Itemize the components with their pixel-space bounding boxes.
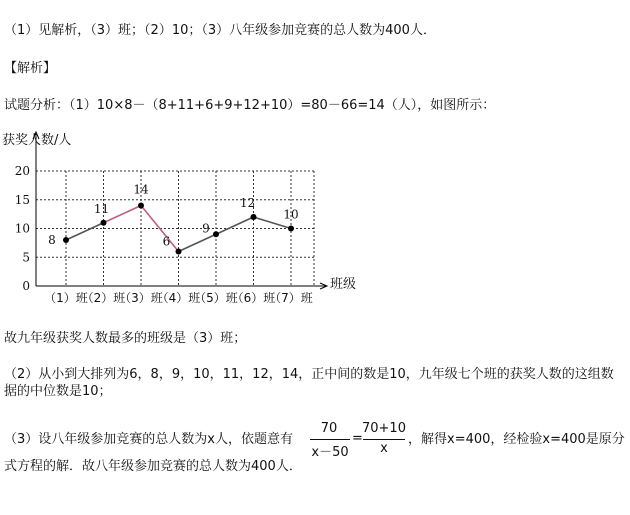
equals-sign: = xyxy=(352,431,363,446)
data-label: 12 xyxy=(239,196,256,210)
part2-line-2: 据的中位数是10； xyxy=(4,384,112,399)
data-label: 10 xyxy=(283,207,299,222)
x-axis-label: 班级 xyxy=(330,277,357,292)
data-point xyxy=(138,203,144,209)
line-chart xyxy=(0,128,380,310)
x-tick-label: （1）班 xyxy=(44,291,88,305)
part3-line-2: 式方程的解．故八年级参加竞赛的总人数为400人． xyxy=(4,459,302,474)
x-tick-label: （2）班 xyxy=(81,291,126,305)
y-tick-label: 15 xyxy=(14,192,30,207)
fraction-1-bar xyxy=(310,439,350,440)
data-point xyxy=(63,237,69,243)
data-point xyxy=(251,214,257,220)
y-tick-label: 5 xyxy=(22,250,30,265)
fraction-1-denominator: x－50 xyxy=(311,445,349,460)
data-point xyxy=(176,249,182,255)
answer-line: （1）见解析，（3）班；（2）10；（3）八年级参加竞赛的总人数为400人． xyxy=(4,23,436,38)
data-label: 6 xyxy=(162,234,171,249)
series-segment xyxy=(179,234,217,251)
part3-prefix: （3）设八年级参加竞赛的总人数为x人，依题意有 xyxy=(4,432,293,447)
data-point xyxy=(101,220,107,226)
data-point xyxy=(288,226,294,232)
section-heading: 【解析】 xyxy=(4,61,57,76)
series-segment xyxy=(66,223,104,240)
x-tick-label: （6）班 xyxy=(231,291,276,305)
data-label: 8 xyxy=(48,233,56,247)
y-tick-label: 10 xyxy=(14,221,30,236)
conclusion-line: 故九年级获奖人数最多的班级是（3）班； xyxy=(4,331,247,346)
data-point xyxy=(213,231,219,237)
fraction-2-denominator: x xyxy=(380,441,388,456)
analysis-line: 试题分析：（1）10×8－（8+11+6+9+12+10）=80－66=14（人），如图所示： xyxy=(4,98,496,113)
fraction-2-bar xyxy=(363,439,405,440)
data-label: 14 xyxy=(133,182,149,197)
data-label: 9 xyxy=(202,221,210,236)
part3-suffix: ，解得x=400，经检验x=400是原分 xyxy=(408,432,625,447)
x-tick-label: （3）班 xyxy=(119,291,163,305)
y-tick-label: 0 xyxy=(22,279,30,293)
data-label: 11 xyxy=(93,201,110,216)
series-segment xyxy=(216,217,254,234)
y-axis-label: 获奖人数/人 xyxy=(2,133,72,148)
x-tick-label: （7）班 xyxy=(269,291,313,305)
fraction-2-numerator: 70+10 xyxy=(362,421,406,436)
fraction-1-numerator: 70 xyxy=(320,421,338,436)
y-tick-label: 20 xyxy=(14,164,30,178)
part2-line-1: （2）从小到大排列为6，8，9，10，11，12，14，正中间的数是10，九年级七个班的获奖人数的这组数 xyxy=(4,367,614,382)
x-tick-label: （4）班 xyxy=(156,291,201,305)
x-tick-label: （5）班 xyxy=(194,291,238,305)
